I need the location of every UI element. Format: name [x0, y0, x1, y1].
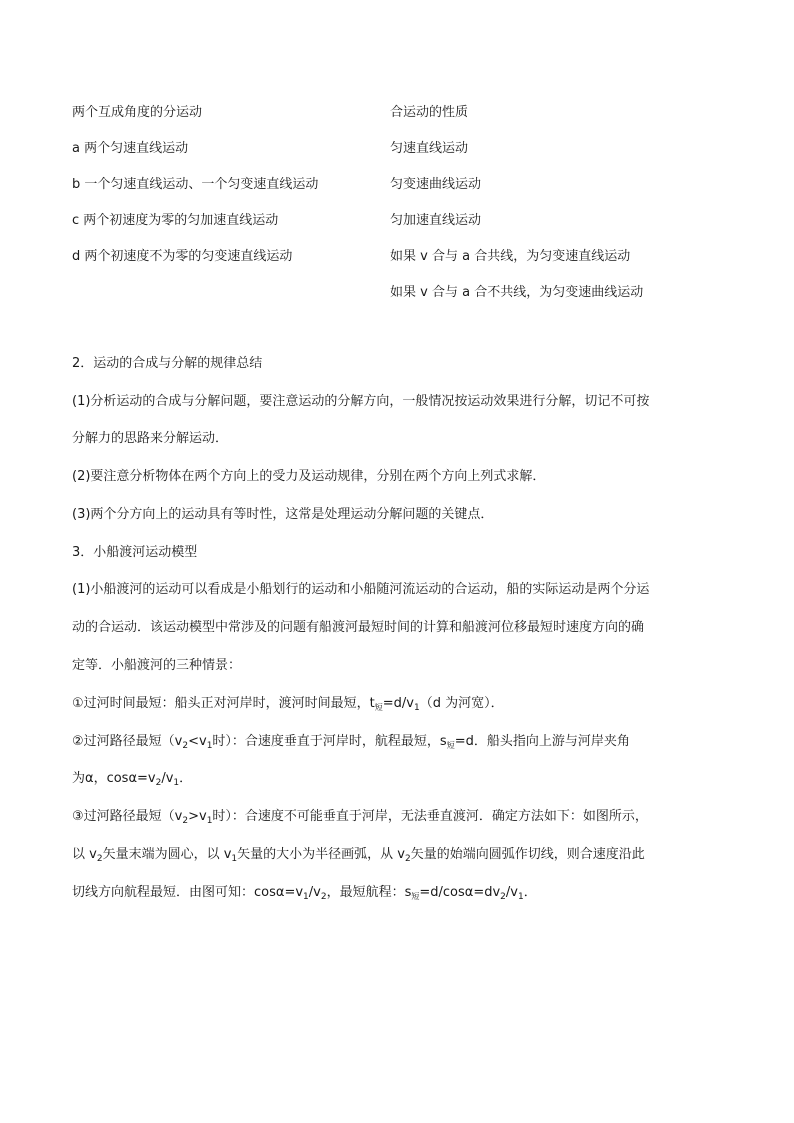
subscript: 2 — [320, 892, 327, 902]
table-row-left: a 两个匀速直线运动 — [72, 141, 189, 156]
case-3-l3-text-b: /v — [308, 885, 321, 900]
case-3-l2-text-a: 以 v — [72, 847, 97, 862]
table-row-left: d 两个初速度不为零的匀变速直线运动 — [72, 249, 293, 264]
case-3-l2-text-d: 矢量的始端向圆弧作切线，则合速度沿此 — [410, 847, 645, 862]
section-2-paragraph-3: (3)两个分方向上的运动具有等时性，这常是处理运动分解问题的关键点． — [72, 507, 494, 522]
subscript: 短 — [411, 892, 420, 901]
table-row-left: c 两个初速度为零的匀加速直线运动 — [72, 213, 279, 228]
case-1-text-c: （d 为河宽）． — [419, 696, 504, 711]
case-2-text-b: <v — [188, 734, 207, 749]
subscript: 1 — [206, 816, 213, 826]
table-row-right: 匀变速曲线运动 — [390, 177, 482, 192]
case-3-line-2 — [72, 846, 645, 864]
case-3-l2-text-c: 矢量的大小为半径画弧，从 v — [237, 847, 405, 862]
case-3-l2-text-b: 矢量末端为圆心，以 v — [102, 847, 232, 862]
subscript: 1 — [206, 741, 213, 751]
case-1-line — [72, 695, 504, 713]
table-row-right: 匀加速直线运动 — [390, 213, 482, 228]
subscript: 2 — [182, 816, 189, 826]
case-2-l2-text-a: 为α，cosα=v — [72, 771, 156, 786]
subscript: 1 — [413, 703, 420, 713]
case-3-l3-text-c: ，最短航程：s — [326, 885, 412, 900]
table-extra-right: 如果 v 合与 a 合不共线，为匀变速曲线运动 — [390, 285, 644, 300]
section-2-title: 2．运动的合成与分解的规律总结 — [72, 356, 263, 371]
table-row-left: b 一个匀速直线运动、一个匀变速直线运动 — [72, 177, 319, 192]
subscript: 2 — [96, 854, 103, 864]
case-2-text-d: =d．船头指向上游与河岸夹角 — [454, 734, 630, 749]
case-3-l3-text-e: /v — [505, 885, 518, 900]
section-2-paragraph-2: (2)要注意分析物体在两个方向上的受力及运动规律，分别在两个方向上列式求解． — [72, 469, 546, 484]
subscript: 2 — [182, 741, 189, 751]
subscript: 1 — [303, 892, 309, 902]
case-3-l3-text-d: =d/cosα=dv — [419, 885, 501, 900]
table-header-right: 合运动的性质 — [390, 105, 469, 120]
subscript: 2 — [155, 778, 162, 788]
case-2-text-a: ②过河路径最短（v — [72, 734, 183, 749]
case-2-l2-text-b: /v — [161, 771, 174, 786]
table-header-left: 两个互成角度的分运动 — [72, 105, 203, 120]
subscript: 1 — [173, 778, 180, 788]
table-row-right: 匀速直线运动 — [390, 141, 469, 156]
case-3-l3-text-f: ． — [523, 885, 537, 900]
subscript: 2 — [500, 892, 506, 902]
subscript: 短 — [374, 703, 383, 712]
case-3-line-3 — [72, 884, 537, 902]
case-3-text-c: 时）：合速度不可能垂直于河岸，无法垂直渡河．确定方法如下：如图所示， — [212, 809, 648, 824]
case-3-l3-text-a: 切线方向航程最短．由图可知：cosα=v — [72, 885, 304, 900]
case-1-text-b: =d/v — [382, 696, 414, 711]
section-3-paragraph-1-line-3: 定等．小船渡河的三种情景： — [72, 658, 242, 673]
section-2-paragraph-1-line-2: 分解力的思路来分解运动． — [72, 431, 229, 446]
section-3-paragraph-1-line-2: 动的合运动．该运动模型中常涉及的问题有船渡河最短时间的计算和船渡河位移最短时速度方向的确 — [72, 620, 645, 635]
subscript: 1 — [517, 892, 524, 902]
table-row-right: 如果 v 合与 a 合共线，为匀变速直线运动 — [390, 249, 631, 264]
subscript: 1 — [231, 854, 238, 864]
subscript: 2 — [404, 854, 411, 864]
case-2-line-1 — [72, 733, 630, 751]
case-3-text-b: >v — [188, 809, 207, 824]
case-3-line-1 — [72, 808, 648, 826]
section-3-title: 3．小船渡河运动模型 — [72, 545, 198, 560]
case-2-text-c: 时）：合速度垂直于河岸时，航程最短，s — [212, 734, 447, 749]
case-3-text-a: ③过河路径最短（v — [72, 809, 183, 824]
case-2-l2-text-c: ． — [179, 771, 193, 786]
case-2-line-2 — [72, 770, 192, 788]
case-1-text-a: ①过河时间最短：船头正对河岸时，渡河时间最短，t — [72, 696, 375, 711]
section-2-paragraph-1-line-1: (1)分析运动的合成与分解问题，要注意运动的分解方向，一般情况按运动效果进行分解，切记不可按 — [72, 394, 650, 409]
subscript: 短 — [446, 741, 455, 750]
section-3-paragraph-1-line-1: (1)小船渡河的运动可以看成是小船划行的运动和小船随河流运动的合运动，船的实际运动是两个分运 — [72, 582, 650, 597]
